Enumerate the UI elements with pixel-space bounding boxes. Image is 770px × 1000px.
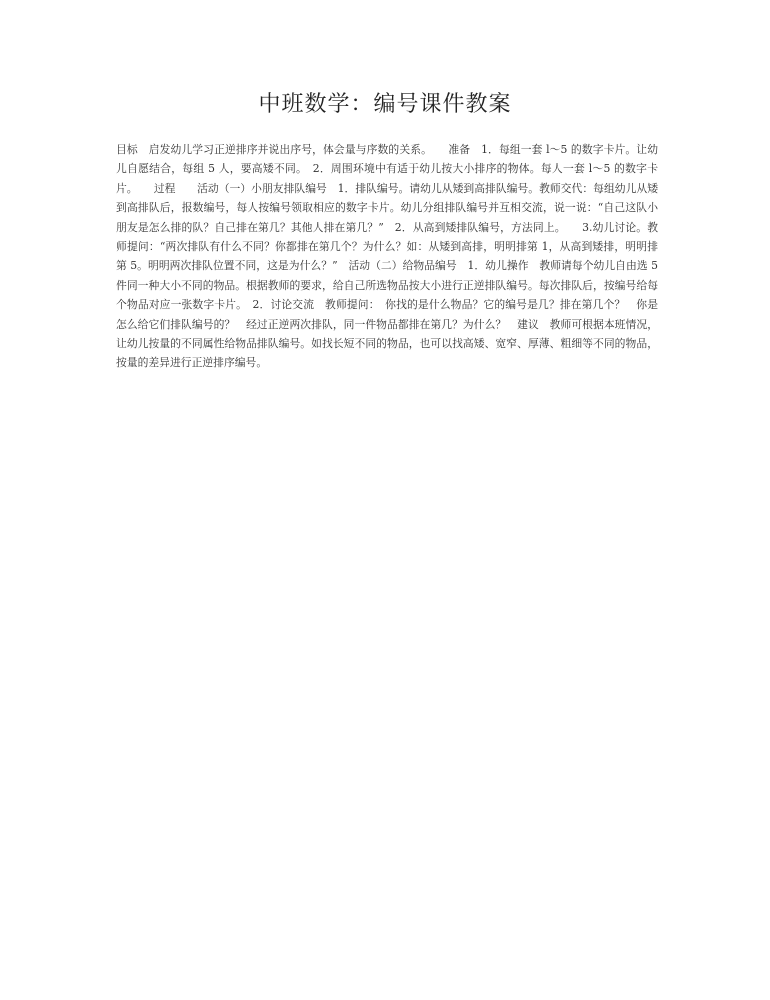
document-body-text: 目标 启发幼儿学习正逆排序并说出序号，体会量与序数的关系。 准备 1．每组一套 l～5 的数字卡片。让幼儿自愿结合，每组 5 人，要高矮不同。 2．周围环境中有适于幼儿按大小排序的物体。每人一套 l～5 的数字卡片。 过程 活动（一）小朋友排队编号 1．排队编号。请幼儿从矮到高排队编号。教师交代：每组幼儿从矮到高排队后，报数编号，每人按编号领取相应的数字卡片。幼儿分组排队编号并互相交流，说一说：“自己这队小朋友是怎么排的队？自己排在第几？其他人排在第几？” 2．从高到矮排队编号，方法同上。 3.幼儿讨论。教师提问：“两次排队有什么不同？你都排在第几个？为什么？如：从矮到高排，明明排第 1，从高到矮排，明明排第 5。明明两次排队位置不同，这是为什么？” 活动（二）给物品编号 1．幼儿操作 教师请每个幼儿自由选 5 件同一种大小不同的物品。根据教师的要求，给自己所选物品按大小进行正逆排队编号。每次排队后，按编号给每个物品对应一张数字卡片。 2．讨论交流 教师提问： 你找的是什么物品？它的编号是几？排在第几个？ 你是怎么给它们排队编号的？ 经过正逆两次排队，同一件物品都排在第几？为什么？ 建议 教师可根据本班情况，让幼儿按量的不同属性给物品排队编号。如找长短不同的物品，也可以找高矮、宽窄、厚薄、粗细等不同的物品，按量的差异进行正逆排序编号。	[116, 143, 658, 370]
document-title: 中班数学：编号课件教案	[258, 92, 512, 117]
